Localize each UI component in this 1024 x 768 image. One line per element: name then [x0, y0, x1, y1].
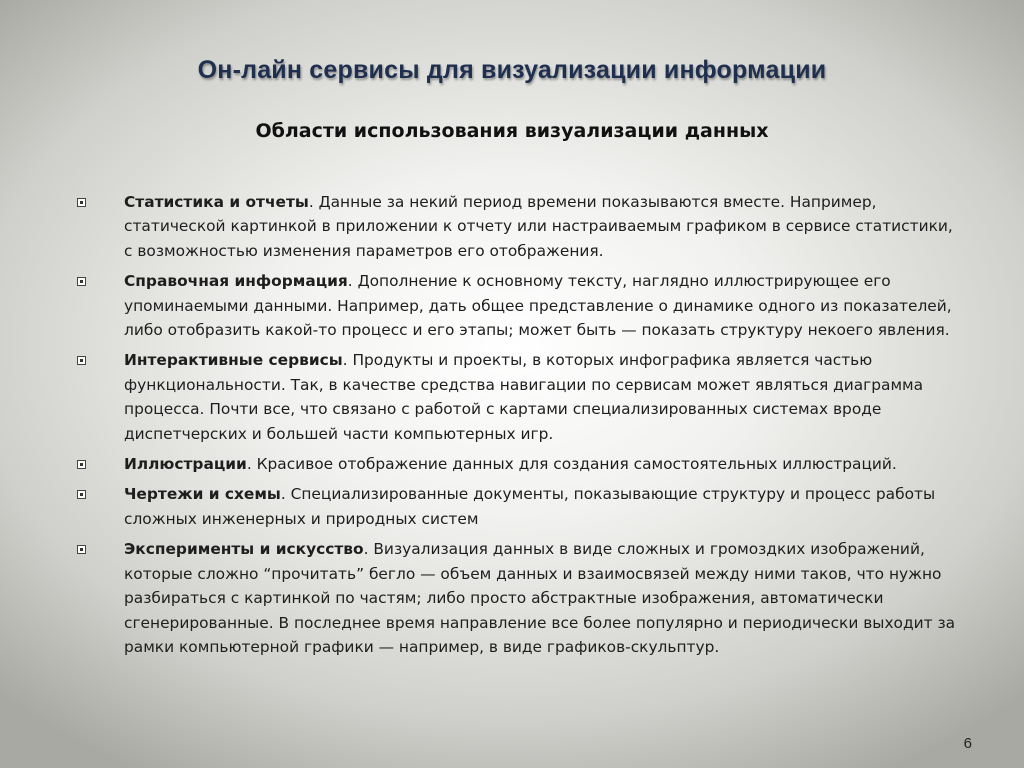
- bullet-text: . Продукты и проекты, в которых инфографика является частью функциональности. Так, в качестве средства навигации по сервисам может являться диаграмма процесса. Почти все, что связано с работой с картами специализированных системах вроде диспетчерских и большей части компьютерных игр.: [124, 351, 924, 443]
- bullet-text: . Данные за некий период времени показываются вместе. Например, статической картинкой в приложении к отчету или настраиваемым графиком в сервисе статистики, с возможностью изменения параметров его отображения.: [124, 193, 953, 260]
- bullet-item-statistics: [74, 190, 964, 263]
- page-number: 6: [963, 735, 972, 752]
- square-bullet-icon: [77, 460, 86, 469]
- bullet-term: Статистика и отчеты: [124, 193, 309, 211]
- bullet-text: . Дополнение к основному тексту, наглядно иллюстрирующее его упоминаемыми данными. Например, дать общее представление о динамике одного из показателей, либо отобразить какой-то процесс и его этапы; может быть — показать структуру некоего явления.: [124, 272, 952, 340]
- bullet-item-reference: [74, 269, 964, 342]
- bullet-item-drawings: [74, 482, 964, 531]
- bullet-term: Справочная информация: [124, 272, 348, 291]
- square-bullet-icon: [77, 277, 86, 286]
- square-bullet-icon: [77, 356, 86, 365]
- bullet-term: Эксперименты и искусство: [124, 540, 364, 559]
- bullet-text: . Визуализация данных в виде сложных и громоздких изображений, которые сложно “прочитать” бегло — объем данных и взаимосвязей между ними таков, что нужно разбираться с картинкой по частям; либо просто абстрактные изображения, автоматически сгенерированные. В последнее время направление все более популярно и периодически выходит за рамки компьютерной графики — например, в виде графиков-скульптур.: [124, 540, 956, 656]
- bullet-item-illustrations: [74, 452, 964, 476]
- bullet-term: Иллюстрации: [124, 455, 247, 474]
- bullet-text: . Красивое отображение данных для создания самостоятельных иллюстраций.: [246, 455, 897, 474]
- square-bullet-icon: [77, 198, 86, 207]
- slide-title: Он-лайн сервисы для визуализации информации: [197, 56, 827, 84]
- bullet-term: Интерактивные сервисы: [124, 351, 343, 370]
- bullet-item-experiments: [74, 537, 964, 659]
- bullet-text: . Специализированные документы, показывающие структуру и процесс работы сложных инженерных и природных систем: [124, 485, 936, 528]
- slide-subtitle: Области использования визуализации данных: [255, 120, 769, 142]
- bullet-list: [74, 190, 964, 665]
- square-bullet-icon: [77, 490, 86, 499]
- square-bullet-icon: [77, 545, 86, 554]
- bullet-item-interactive: [74, 348, 964, 446]
- bullet-term: Чертежи и схемы: [124, 485, 281, 504]
